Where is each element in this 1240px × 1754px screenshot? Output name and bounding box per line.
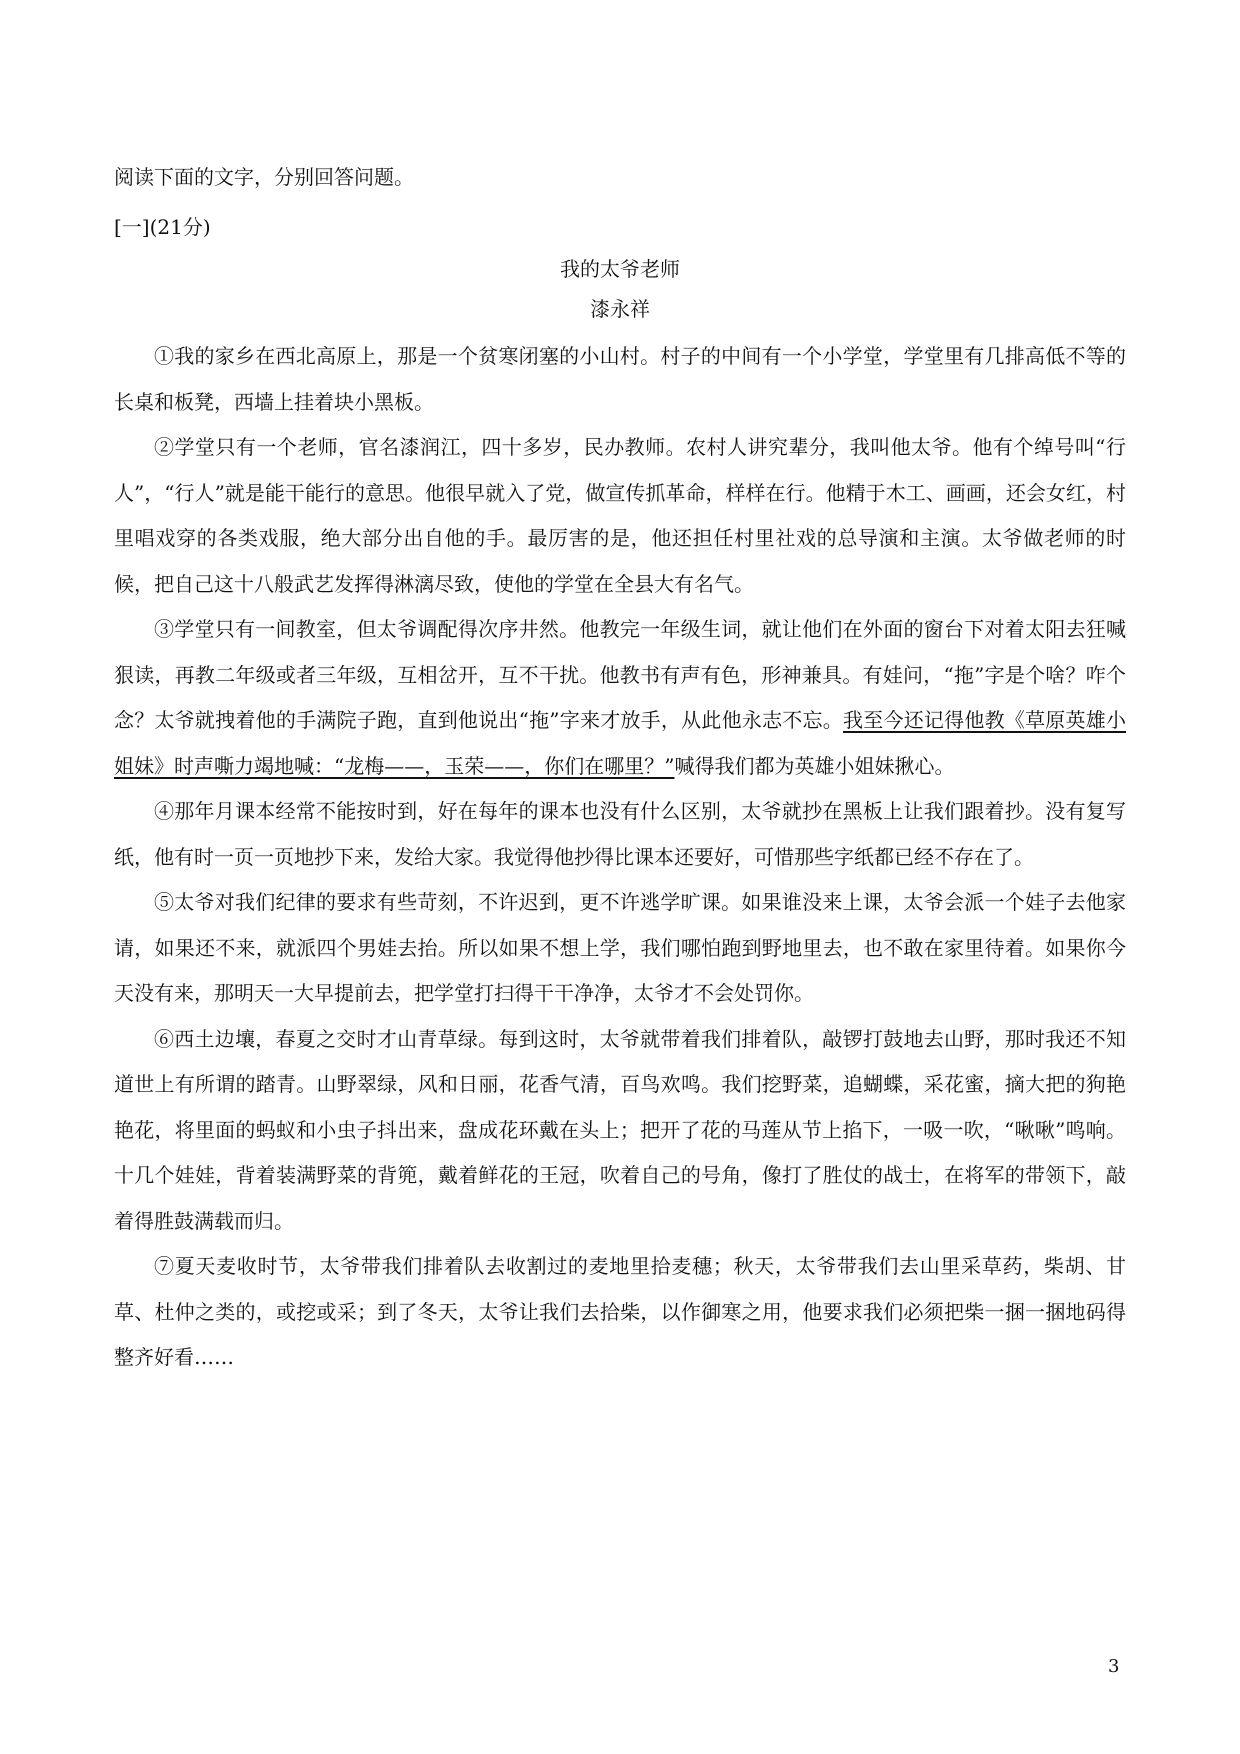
question-instruction: 阅读下面的文字，分别回答问题。 — [114, 165, 414, 189]
paragraph-1: ①我的家乡在西北高原上，那是一个贫寒闭塞的小山村。村子的中间有一个小学堂，学堂里有几排高低不等的长桌和板凳，西墙上挂着块小黑板。 — [114, 344, 1126, 414]
paragraph-3 — [114, 607, 1126, 789]
paragraph-4: ④那年月课本经常不能按时到，好在每年的课本也没有什么区别，太爷就抄在黑板上让我们跟着抄。没有复写纸，他有时一页一页地抄下来，发给大家。我觉得他抄得比课本还要好，可惜那些字纸都已经不存在了。 — [114, 799, 1126, 869]
paragraph-3-text-after: 喊得我们都为英雄小姐妹揪心。 — [674, 753, 955, 778]
article-body — [114, 334, 1126, 1381]
article-title: 我的太爷老师 — [560, 257, 680, 281]
paragraph-5: ⑤太爷对我们纪律的要求有些苛刻，不许迟到，更不许逃学旷课。如果谁没来上课，太爷会派一个娃子去他家请，如果还不来，就派四个男娃去抬。所以如果不想上学，我们哪怕跑到野地里去，也不敢在家里待着。如果你今天没有来，那明天一大早提前去，把学堂打扫得干干净净，太爷才不会处罚你。 — [114, 890, 1126, 1005]
paragraph-7: ⑦夏天麦收时节，太爷带我们排着队去收割过的麦地里拾麦穗；秋天，太爷带我们去山里采草药，柴胡、甘草、杜仲之类的，或挖或采；到了冬天，太爷让我们去拾柴，以作御寒之用，他要求我们必须把柴一捆一捆地码得整齐好看…… — [114, 1254, 1126, 1369]
paragraph-2: ②学堂只有一个老师，官名漆润江，四十多岁，民办教师。农村人讲究辈分，我叫他太爷。他有个绰号叫“行人”，“行人”就是能干能行的意思。他很早就入了党，做宣传抓革命，样样在行。他精于木工、画画，还会女红，村里唱戏穿的各类戏服，绝大部分出自他的手。最厉害的是，他还担任村里社戏的总导演和主演。太爷做老师的时候，把自己这十八般武艺发挥得淋漓尽致，使他的学堂在全县大有名气。 — [114, 435, 1126, 596]
paragraph-6: ⑥西土边壤，春夏之交时才山青草绿。每到这时，太爷就带着我们排着队，敲锣打鼓地去山野，那时我还不知道世上有所谓的踏青。山野翠绿，风和日丽，花香气清，百鸟欢鸣。我们挖野菜，追蝴蝶，采花蜜，摘大把的狗艳艳花，将里面的蚂蚁和小虫子抖出来，盘成花环戴在头上；把开了花的马莲从节上掐下，一吸一吹，“啾啾”鸣响。十几个娃娃，背着装满野菜的背篼，戴着鲜花的王冠，吹着自己的号角，像打了胜仗的战士，在将军的带领下，敲着得胜鼓满载而归。 — [114, 1026, 1126, 1233]
section-heading: [一](21分) — [114, 215, 211, 239]
paragraph-3-text-before: ③学堂只有一间教室，但太爷调配得次序井然。他教完一年级生词，就让他们在外面的窗台下对着太阳去狂喊狠读，再教二年级或者三年级，互相岔开，互不干扰。他教书有声有色，形神兼具。有娃问，“拖”字是个啥？咋个念？太爷就拽着他的手满院子跑，直到他说出“拖”字来才放手，从此他永志不忘。 — [114, 617, 1126, 732]
underlined-sentence: 我至今还记得他教《草原英雄小姐妹》时声嘶力竭地喊：“龙梅——，玉荣——，你们在哪里？” — [114, 708, 1127, 778]
page-number: 3 — [1108, 1656, 1120, 1677]
article-author: 漆永祥 — [590, 297, 650, 321]
